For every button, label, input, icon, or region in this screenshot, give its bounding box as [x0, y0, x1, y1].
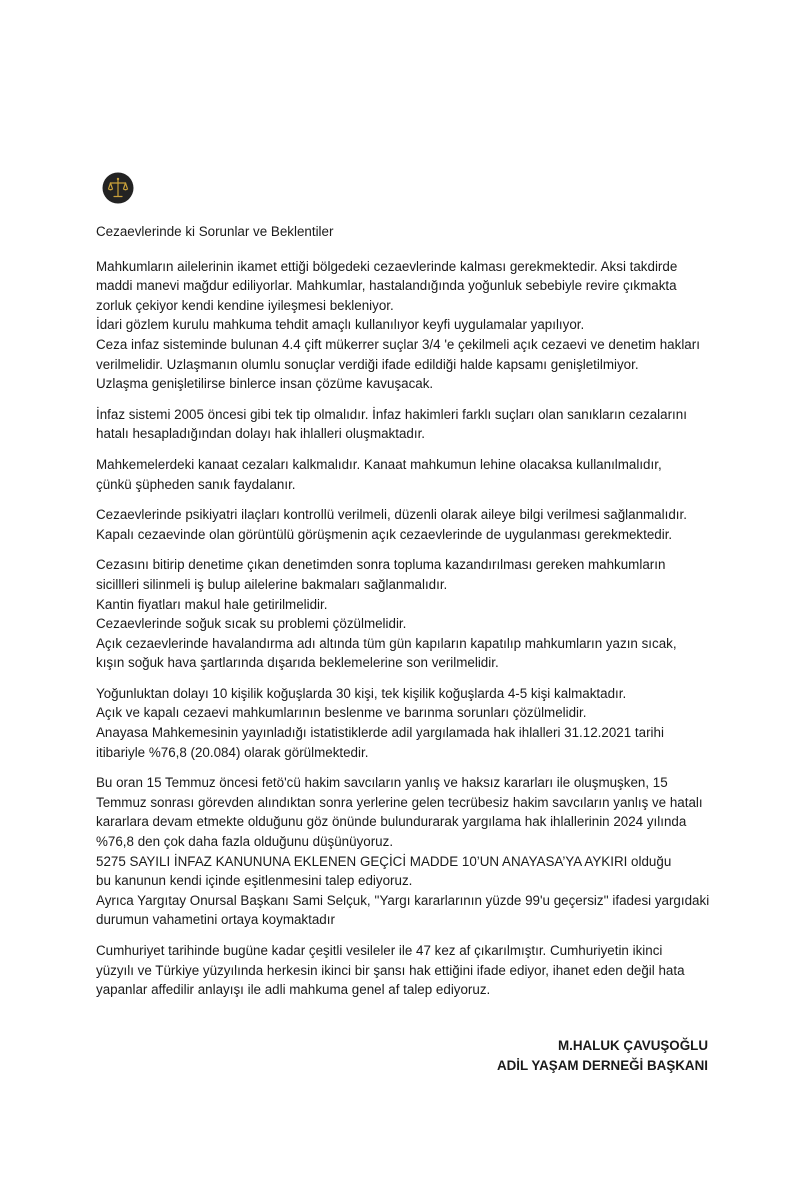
- text-line: yüzyılı ve Türkiye yüzyılında herkesin ikinci bir şansı hak ettiğini ifade ediyor, ihanet eden değil hata: [96, 962, 685, 978]
- paragraph: [96, 257, 736, 394]
- text-line: İdari gözlem kurulu mahkuma tehdit amaçlı kullanılıyor keyfi uygulamalar yapılıyor.: [96, 317, 585, 333]
- text-line: Açık ve kapalı cezaevi mahkumlarının beslenme ve barınma sorunları çözülmelidir.: [96, 705, 587, 721]
- text-line: Yoğunluktan dolayı 10 kişilik koğuşlarda 30 kişi, tek kişilik koğuşlarda 4-5 kişi kalmaktadır.: [96, 685, 627, 701]
- paragraph: [96, 455, 736, 494]
- text-line: Cezaevlerinde psikiyatri ilaçları kontrollü verilmeli, düzenli olarak aileye bilgi verilmesi sağlanmalıdır.: [96, 507, 687, 523]
- signature-name: M.HALUK ÇAVUŞOĞLU: [557, 1038, 708, 1053]
- text-line: Kapalı cezaevinde olan görüntülü görüşmenin açık cezaevlerinde de uygulanması gerekmektedir.: [96, 526, 673, 542]
- text-line: Kantin fiyatları makul hale getirilmelidir.: [96, 596, 328, 612]
- text-line: Cezaevlerinde soğuk sıcak su problemi çözülmelidir.: [96, 616, 407, 632]
- text-line: sicillleri silinmeli iş bulup ailelerine bakmaları sağlanmalıdır.: [96, 576, 448, 592]
- text-line: Bu oran 15 Temmuz öncesi fetö'cü hakim savcıların yanlış ve haksız kararları ile oluşmuşken, 15: [96, 775, 668, 791]
- text-line: 5275 SAYILI İNFAZ KANUNUNA EKLENEN GEÇİCİ MADDE 10’UN ANAYASA’YA AYKIRI olduğu: [96, 853, 672, 869]
- paragraph: [96, 773, 736, 930]
- text-line: %76,8 den çok daha fazla olduğunu düşünüyoruz.: [96, 834, 394, 850]
- signature-role: ADİL YAŞAM DERNEĞİ BAŞKANI: [496, 1058, 708, 1073]
- text-line: verilmelidir. Uzlaşmanın olumlu sonuçlar verdiği ifade edildiği halde kapsamı genişletilmiyor.: [96, 356, 639, 372]
- paragraph: [96, 505, 736, 544]
- letter-title: Cezaevlerinde ki Sorunlar ve Beklentiler: [96, 224, 334, 239]
- text-line: Açık cezaevlerinde havalandırma adı altında tüm gün kapıların kapatılıp mahkumların yazın sıcak,: [96, 635, 677, 651]
- text-line: Temmuz sonrası görevden alındıktan sonra yerlerine gelen tecrübesiz hakim savcıların yanlış ve hatalı: [96, 794, 703, 810]
- text-line: Uzlaşma genişletilirse binlerce insan çözüme kavuşacak.: [96, 376, 434, 392]
- text-line: çünkü şüpheden sanık faydalanır.: [96, 476, 296, 492]
- text-line: yapanlar affedilir anlayışı ile adli mahkuma genel af talep ediyoruz.: [96, 982, 491, 998]
- text-line: hatalı hesapladığından dolayı hak ihlalleri oluşmaktadır.: [96, 426, 426, 442]
- text-line: İnfaz sistemi 2005 öncesi gibi tek tip olmalıdır. İnfaz hakimleri farklı suçları olan sanıkların cezalarını: [96, 406, 687, 422]
- paragraph: [96, 555, 736, 673]
- text-line: Cezasını bitirip denetime çıkan denetimden sonra topluma kazandırılması gereken mahkumların: [96, 557, 666, 573]
- paragraph: [96, 405, 736, 444]
- text-line: durumun vahametini ortaya koymaktadır: [96, 912, 335, 928]
- paragraph: [96, 941, 736, 1000]
- text-line: zorluk çekiyor kendi kendine iyileşmesi bekleniyor.: [96, 297, 394, 313]
- text-line: kışın soğuk hava şartlarında dışarıda beklemelerine son verilmelidir.: [96, 655, 499, 671]
- text-line: maddi manevi mağdur ediliyorlar. Mahkumlar, hastalandığında yoğunluk sebebiyle revire çıkmakta: [96, 278, 677, 294]
- text-line: Cumhuriyet tarihinde bugüne kadar çeşitli vesileler ile 47 kez af çıkarılmıştır. Cumhuriyetin ikinci: [96, 943, 663, 958]
- text-line: itibariyle %76,8 (20.084) olarak görülmektedir.: [96, 744, 369, 760]
- signature-block: [497, 1036, 708, 1076]
- text-line: Ayrıca Yargıtay Onursal Başkanı Sami Selçuk, ''Yargı kararlarının yüzde 99'u geçersiz'' ifadesi yargıdaki: [96, 892, 710, 908]
- text-line: Mahkumların ailelerinin ikamet ettiği bölgedeki cezaevlerinde kalması gerekmektedir. Aksi takdirde: [96, 258, 678, 274]
- letter-body: [96, 222, 736, 1011]
- text-line: kararlara devam etmekte olduğunu göz önünde bulundurarak yargılama hak ihlallerinin 2024 yılında: [96, 814, 687, 830]
- scales-of-justice-icon: [102, 172, 134, 204]
- text-line: Ceza infaz sisteminde bulunan 4.4 çift mükerrer suçlar 3/4 'e çekilmeli açık cezaevi ve denetim hakları: [96, 336, 700, 352]
- paragraph: [96, 684, 736, 762]
- text-line: Mahkemelerdeki kanaat cezaları kalkmalıdır. Kanaat mahkumun lehine olacaksa kullanılmalıdır,: [96, 456, 662, 472]
- text-line: bu kanunun kendi içinde eşitlenmesini talep ediyoruz.: [96, 873, 413, 889]
- text-line: Anayasa Mahkemesinin yayınladığı istatistiklerde adil yargılamada hak ihlalleri 31.12.2021 tarihi: [96, 725, 664, 741]
